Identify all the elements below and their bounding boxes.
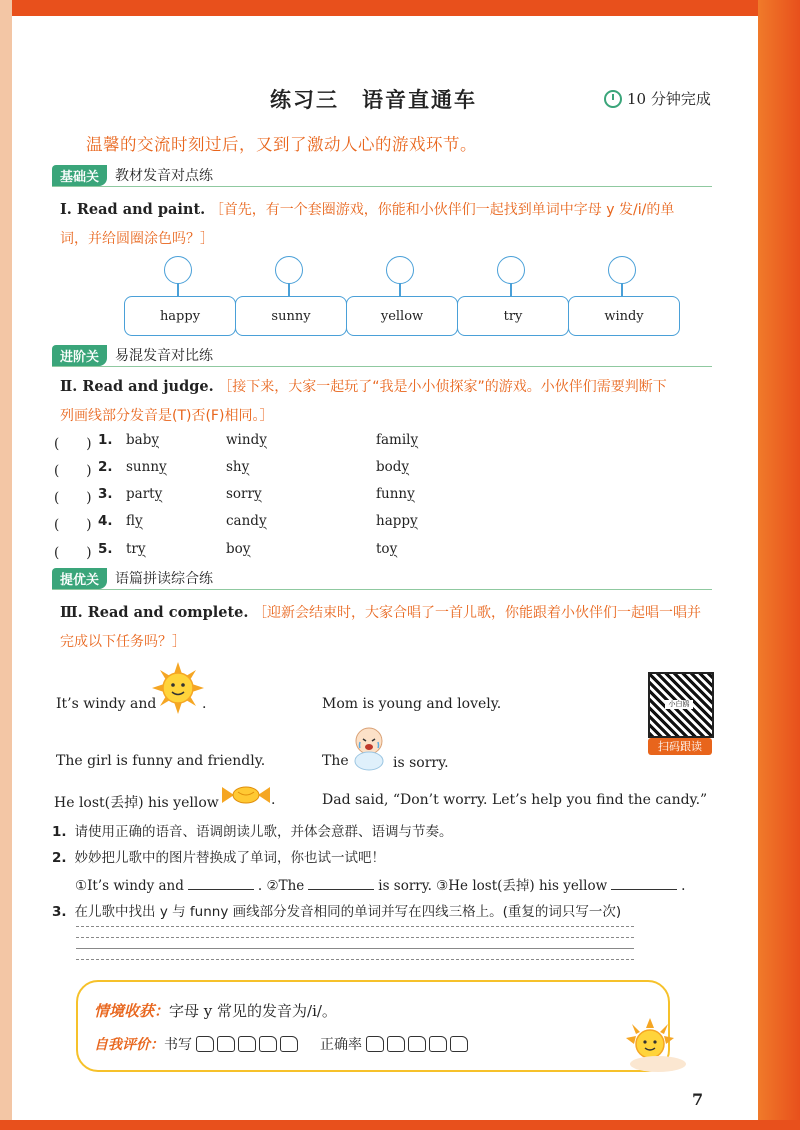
- page-title: 练习三 语音直通车: [270, 88, 477, 112]
- poem-line-4a: The: [322, 753, 349, 769]
- task-number: 1.: [52, 824, 67, 840]
- underlined-letter: y: [410, 513, 418, 529]
- word-stem: sh: [226, 459, 242, 475]
- thumb-up-icon[interactable]: [450, 1036, 468, 1052]
- underlined-letter: y: [253, 486, 262, 502]
- question-2: [60, 372, 720, 431]
- task-number: 2.: [52, 850, 67, 866]
- row-number: 1.: [98, 432, 113, 448]
- poem-line-3: The girl is funny and friendly.: [56, 753, 266, 769]
- word-stem: sorr: [226, 486, 254, 502]
- word-box: sunny: [235, 296, 347, 336]
- underlined-letter: y: [258, 513, 267, 529]
- question-instruction-cont: 完成以下任务吗？］: [60, 634, 186, 650]
- row-number: 3.: [98, 486, 113, 502]
- writing-rating[interactable]: [196, 1036, 298, 1052]
- guide-line: [76, 948, 634, 959]
- sun-cloud-icon: [618, 1018, 690, 1074]
- question-instruction: ［首先，有一个套圈游戏，你能和小伙伴们一起找到单词中字母 y 发/i/的单: [209, 202, 675, 218]
- guide-line: [76, 926, 634, 937]
- question-1: [60, 195, 720, 254]
- accuracy-rating[interactable]: [366, 1036, 468, 1052]
- word-2: [226, 541, 250, 557]
- ring-stem: [288, 283, 290, 296]
- ring-word-item: [235, 256, 347, 326]
- underlined-letter: y: [154, 486, 163, 502]
- word-3: [376, 541, 397, 557]
- fill-blank[interactable]: [611, 877, 677, 890]
- poem-line-1-end: .: [202, 696, 207, 712]
- ring-word-item: [568, 256, 680, 326]
- question-instruction: ［迎新会结束时，大家合唱了一首儿歌，你能跟着小伙伴们一起唱一唱并: [253, 605, 702, 621]
- timer-text: 10 分钟完成: [627, 90, 711, 108]
- four-line-writing-area[interactable]: [76, 926, 634, 970]
- word-stem: to: [376, 541, 390, 557]
- question-instruction: ［接下来，大家一起玩了“我是小小侦探家”的游戏。小伙伴们需要判断下: [218, 379, 667, 395]
- crying-baby-icon: [348, 724, 390, 772]
- thumb-up-icon[interactable]: [408, 1036, 426, 1052]
- section-badge: 基础关: [52, 165, 107, 186]
- underlined-letter: y: [159, 459, 167, 475]
- word-box: yellow: [346, 296, 458, 336]
- word-stem: cand: [226, 513, 259, 529]
- word-3: [376, 513, 418, 529]
- question-instruction-cont: 列画线部分发音是(T)否(F)相同。］: [60, 408, 274, 424]
- fill-text: .: [681, 878, 686, 894]
- page-number: 7: [692, 1090, 704, 1109]
- thumb-up-icon[interactable]: [238, 1036, 256, 1052]
- color-circle[interactable]: [275, 256, 303, 284]
- writing-label: 书写: [164, 1037, 192, 1053]
- ring-stem: [510, 283, 512, 296]
- evaluation-label: 自我评价：: [94, 1037, 164, 1053]
- thumb-up-icon[interactable]: [387, 1036, 405, 1052]
- word-stem: fl: [126, 513, 136, 529]
- thumb-up-icon[interactable]: [217, 1036, 235, 1052]
- fill-text: . ②The: [257, 878, 305, 894]
- summary-line: [94, 1000, 337, 1021]
- ring-word-item: [457, 256, 569, 326]
- scan-follow-read-label[interactable]: 扫码跟读: [648, 738, 712, 755]
- sun-icon: [152, 662, 207, 714]
- question-label: Ⅲ. Read and complete.: [60, 604, 249, 621]
- answer-blank[interactable]: ( ): [54, 545, 92, 561]
- task-item: [52, 846, 385, 866]
- word-3: [376, 486, 415, 502]
- underlined-letter: y: [241, 459, 250, 475]
- underlined-letter: y: [135, 513, 143, 529]
- section-title: 语篇拼读综合练: [115, 571, 214, 587]
- fill-blank[interactable]: [308, 877, 374, 890]
- summary-box: [76, 980, 670, 1072]
- word-box: windy: [568, 296, 680, 336]
- word-2: [226, 459, 249, 475]
- ring-stem: [621, 283, 623, 296]
- right-border: [758, 0, 800, 1130]
- underlined-letter: y: [242, 541, 251, 557]
- fill-text: ①It’s windy and: [75, 878, 184, 894]
- poem-line-5-end: .: [271, 792, 276, 808]
- word-1: [126, 486, 162, 502]
- word-stem: sunn: [126, 459, 160, 475]
- color-circle[interactable]: [386, 256, 414, 284]
- task-text: 在儿歌中找出 y 与 funny 画线部分发音相同的单词并写在四线三格上。(重复的词只写一次): [74, 904, 622, 920]
- left-border: [0, 0, 12, 1130]
- color-circle[interactable]: [608, 256, 636, 284]
- accuracy-label: 正确率: [320, 1037, 362, 1053]
- answer-blank[interactable]: ( ): [54, 490, 92, 506]
- color-circle[interactable]: [164, 256, 192, 284]
- question-instruction-cont: 词，并给圆圈涂色吗？］: [60, 231, 214, 247]
- section-title: 易混发音对比练: [115, 348, 214, 364]
- task-text: 妙妙把儿歌中的图片替换成了单词，你也试一试吧！: [74, 850, 386, 866]
- thumb-up-icon[interactable]: [259, 1036, 277, 1052]
- underlined-letter: y: [401, 459, 410, 475]
- poem-line-1: It’s windy and: [56, 696, 157, 712]
- word-stem: part: [126, 486, 155, 502]
- word-stem: tr: [126, 541, 138, 557]
- ring-word-item: [124, 256, 236, 326]
- underlined-letter: y: [137, 541, 146, 557]
- section-advanced-header: [52, 344, 712, 367]
- section-title: 教材发音对点练: [115, 168, 214, 184]
- answer-blank[interactable]: ( ): [54, 436, 92, 452]
- word-stem: bo: [226, 541, 243, 557]
- guide-line: [76, 937, 634, 948]
- word-2: [226, 513, 267, 529]
- fill-text: is sorry. ③He lost(丢掉) his yellow: [378, 878, 608, 894]
- task-text: 请使用正确的语音、语调朗读儿歌，并体会意群、语调与节奏。: [74, 824, 453, 840]
- row-number: 4.: [98, 513, 113, 529]
- underlined-letter: y: [410, 432, 419, 448]
- row-number: 2.: [98, 459, 113, 475]
- underlined-letter: y: [259, 432, 267, 448]
- word-box: try: [457, 296, 569, 336]
- row-number: 5.: [98, 541, 113, 557]
- word-2: [226, 486, 262, 502]
- top-border: [0, 0, 800, 16]
- word-stem: bab: [126, 432, 152, 448]
- task-number: 3.: [52, 904, 67, 920]
- fill-blank[interactable]: [188, 877, 254, 890]
- poem-line-4b: is sorry.: [393, 755, 449, 771]
- intro-text: 温馨的交流时刻过后，又到了激动人心的游戏环节。: [86, 135, 477, 154]
- underlined-letter: y: [389, 541, 398, 557]
- underlined-letter: y: [407, 486, 415, 502]
- word-1: [126, 459, 167, 475]
- thumb-up-icon[interactable]: [196, 1036, 214, 1052]
- ring-stem: [399, 283, 401, 296]
- self-evaluation-line: [94, 1034, 472, 1054]
- candy-icon: [222, 784, 270, 806]
- poem-line-2: Mom is young and lovely.: [322, 696, 502, 712]
- task-item: [52, 820, 453, 840]
- question-label: Ⅱ. Read and judge.: [60, 378, 214, 395]
- thumb-up-icon[interactable]: [280, 1036, 298, 1052]
- fill-in-line: [75, 874, 685, 894]
- word-2: [226, 432, 267, 448]
- word-stem: funn: [376, 486, 408, 502]
- word-stem: wind: [226, 432, 260, 448]
- word-stem: bod: [376, 459, 402, 475]
- word-3: [376, 432, 418, 448]
- word-1: [126, 432, 159, 448]
- task-item: [52, 900, 621, 920]
- answer-blank[interactable]: ( ): [54, 517, 92, 533]
- alarm-clock-icon: [604, 90, 622, 108]
- qr-caption: 小白鸥: [665, 700, 693, 709]
- guide-line: [76, 959, 634, 970]
- section-badge: 提优关: [52, 568, 107, 589]
- question-label: Ⅰ. Read and paint.: [60, 201, 206, 218]
- poem-line-5: He lost(丢掉) his yellow: [54, 795, 219, 811]
- thumb-up-icon[interactable]: [429, 1036, 447, 1052]
- ring-stem: [177, 283, 179, 296]
- color-circle[interactable]: [497, 256, 525, 284]
- word-1: [126, 541, 146, 557]
- ring-word-item: [346, 256, 458, 326]
- question-3: [60, 598, 720, 657]
- word-box: happy: [124, 296, 236, 336]
- section-excellence-header: [52, 567, 712, 590]
- word-3: [376, 459, 409, 475]
- answer-blank[interactable]: ( ): [54, 463, 92, 479]
- section-badge: 进阶关: [52, 345, 107, 366]
- bottom-border: [0, 1120, 800, 1130]
- underlined-letter: y: [151, 432, 159, 448]
- section-basic-header: [52, 164, 712, 187]
- thumb-up-icon[interactable]: [366, 1036, 384, 1052]
- poem-line-6: Dad said, “Don’t worry. Let’s help you find the candy.”: [322, 792, 708, 808]
- timer: [604, 88, 711, 109]
- word-1: [126, 513, 143, 529]
- summary-label: 情境收获：: [94, 1002, 170, 1020]
- word-stem: happ: [376, 513, 411, 529]
- word-stem: famil: [376, 432, 411, 448]
- summary-text: 字母 y 常见的发音为/i/。: [169, 1002, 337, 1020]
